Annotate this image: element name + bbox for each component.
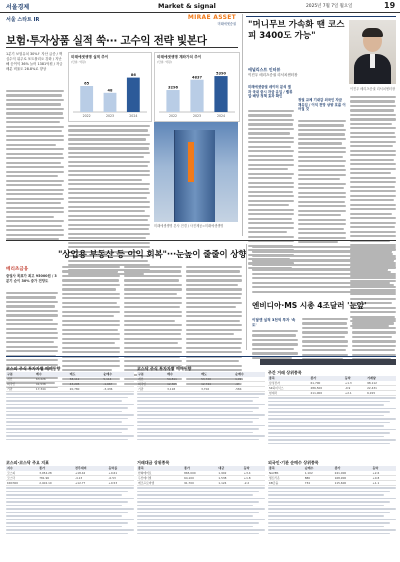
table-cell: 865,000 [183,471,217,476]
table-cell: 3,054.28 [38,471,74,476]
chart-data-label: 4837 [191,74,203,79]
table-cell: KB금융 [268,480,304,485]
bottom-left-headline: "상업용 부동산 등 이익 회복"···눈높이 줄줄이 상향 [58,250,247,260]
photo-caption: 미래에셋생명 본사 전경 / 사진제공=미래에셋생명 [154,224,224,228]
chart-tick-label: 2024 [216,113,226,118]
bottom-right-body-col2 [302,318,348,360]
chart-left-title: 미래에셋생명 실적 추이 [71,54,109,59]
table-cell: 기관 [137,386,166,391]
table-cell: 3,702 [200,386,234,391]
table-row [137,480,265,485]
table-header-cell: 등락률 [108,466,134,471]
table-cell: 외국인 [137,381,166,386]
logo-text: MIRAE ASSET [187,14,236,21]
company-logo [184,14,236,26]
chart-tick-label: 2024 [129,113,138,118]
table-cell: +3.4 [243,471,265,476]
table-cell: 241,000 [334,471,372,476]
table-cell: 1,091 [234,377,265,382]
table-cell: 43,205 [69,381,103,386]
table-filler-rows [137,393,265,440]
market-tables [6,360,396,558]
company-subhead: 증권사 목표가 최고 95000원 / 3분기 순이 30% 증가 전망도 [6,274,57,283]
table-cell: 211,000 [310,390,344,395]
building-photo [154,122,238,222]
table-filler-rows [268,397,396,444]
table-header-cell: 대금 [217,466,242,471]
chart-tick-label: 2022 [168,113,178,118]
table-cell: KRX300 [6,480,38,485]
chart-data-label: 3296 [167,85,179,90]
tables-top-rule [6,356,396,357]
table-header-cell: 순매수 [102,372,134,377]
chart-data-label: 5390 [215,71,227,76]
company-name: 메리츠금융 [6,267,29,272]
logo-subtext: 미래에셋증권 [217,22,236,26]
table-cell: 115,600 [334,480,372,485]
table-cell: +12.77 [74,480,108,485]
table-cell: 12,744 [200,381,234,386]
interview-subhead: 미래에셋증권 데이터 분석 결과 국내 증시 자금 유입 / 밸류업·배당 정책 효과 확인 [248,85,293,99]
table-cell: -2.2 [243,480,265,485]
table-header-cell: 등락 [371,466,396,471]
table-cell: 3,118 [166,386,200,391]
table-header-cell: 거래량 [366,376,396,381]
market-table-title: 거래대금 상위종목 [137,460,170,465]
table-cell: +2.1 [344,390,366,395]
table-cell: 286,500 [310,385,344,390]
market-table-title: 코스닥 주식 투자자별 매매동향 [137,366,192,371]
table-cell: 두산에너빌 [137,475,183,480]
table-filler-rows [137,487,265,534]
table-cell: 91,700 [183,480,217,485]
chart-right-unit: (단위: 억원) [157,59,172,64]
table-cell: 현대차 [268,390,310,395]
lead-headline: 보험·투자상품 실적 쑥··· 고수익 전략 빛본다 [6,35,207,47]
table-header-cell: 구분 [6,372,35,377]
table-cell: +1.8 [243,475,265,480]
bottom-right-body-col1 [252,330,298,359]
table-cell: +1.3 [344,381,366,386]
bottom-right-headline: 엔비디아·MS 시총 4조달러 '눈앞' [252,301,367,310]
table-cell: 12,305 [166,381,200,386]
table-header-cell: 매수 [166,372,200,377]
chart-left-unit: (단위: 억원) [71,59,86,64]
table-cell: 개인 [6,377,35,382]
interview-top-rule [246,16,396,17]
market-table [137,460,265,534]
section-title: Market & signal [158,2,216,10]
section-kicker: 서울 스타트 IR [6,17,40,23]
table-cell: 20,780 [69,386,103,391]
table-header-cell: 전주대비 [74,466,108,471]
table-cell: +2.6 [371,471,396,476]
column-rule-2 [246,244,247,350]
table-header-cell: 종가 [183,466,217,471]
table-header-cell: 매수 [35,372,69,377]
chart-bar [214,76,227,112]
table-cell: 781.96 [38,475,74,480]
market-table [268,460,396,534]
table-cell: 41,538 [35,381,69,386]
market-table [137,366,265,440]
table-row [268,390,396,395]
table-cell: 63,226 [35,377,69,382]
table-header-cell: 종목 [137,466,183,471]
interview-firm: 이진우 메리츠증권 리서치센터장 [248,73,298,77]
table-cell: 5,114 [102,377,134,382]
table-header-cell: 매도 [200,372,234,377]
chart-right-svg [155,64,239,120]
table-header-cell: 종가 [334,466,372,471]
table-cell: 98,112 [366,381,396,386]
table-header-cell: 지수 [6,466,38,471]
table-header-cell: 매도 [69,372,103,377]
table-cell: 1,902 [217,471,242,476]
table-cell: 53,720 [200,377,234,382]
table-cell: -584 [234,386,265,391]
chart-bar [127,77,140,111]
table-cell: 코스피 [6,471,38,476]
market-table [6,366,134,440]
bottom-right-body-col3 [352,318,396,360]
chart-data-label: 86 [130,72,136,77]
table-cell: 한화에어로 [137,471,183,476]
table-cell: SK하이닉스 [268,385,310,390]
page-number: 19 [384,1,396,10]
table-row [137,386,265,391]
chart-right-panel [154,52,240,122]
bottom-right-subhead: 이달엔 실적 3천억 투자 '속도' [252,318,296,327]
chart-tick-label: 2023 [192,113,202,118]
table-cell: +0.61 [108,471,134,476]
chart-bar [80,86,93,112]
headline-rule [6,47,238,48]
market-table [268,370,396,444]
lead-body-col1 [6,90,64,240]
table-header-cell: 등락 [243,466,265,471]
table-cell: 1,538 [217,475,242,480]
table-cell: 코스닥 [6,475,38,480]
table-cell: 17,344 [35,386,69,391]
table-cell: -439 [234,381,265,386]
interview-label: 애널리스트 인터뷰 [248,67,281,72]
table-cell: +1.1 [371,480,396,485]
table-cell: 2,402.10 [38,480,74,485]
table-cell: 168,900 [334,475,372,480]
table-cell: +0.53 [108,480,134,485]
table-cell: +18.42 [74,471,108,476]
table-cell: 64,100 [183,475,217,480]
chart-data-label: 65 [84,81,90,85]
table-cell: 734 [304,480,334,485]
table-cell: 54,811 [166,377,200,382]
table-header-cell: 순매수 [304,466,334,471]
table-row [6,480,134,485]
table-cell: -4.13 [74,475,108,480]
table-cell: 61,700 [310,381,344,386]
interview-subhead-2: 정권 교체 기대감 외국인 자금 재유입 / 이익 전망 상향 흐름 이어질 것 [298,98,346,112]
table-cell: -0.9 [344,385,366,390]
table-cell: 6,915 [366,390,396,395]
chart-left-panel [68,52,152,122]
table-row [268,480,396,485]
table-header-cell: 구분 [137,372,166,377]
chart-tick-label: 2023 [105,113,115,118]
table-cell: 셀트리온 [268,475,304,480]
table-header-cell: 등락 [344,376,366,381]
chart-tick-label: 2022 [82,113,91,118]
table-cell: 개인 [137,377,166,382]
market-table-title: 코스피 주식 투자자별 매매동향 [6,366,61,371]
table-cell: 기관 [6,386,35,391]
table-cell: 삼성전자 [268,381,310,386]
table-cell: -0.53 [108,475,134,480]
interview-portrait [349,20,396,84]
table-cell: 에코프로비엠 [137,480,183,485]
paper-name: 서울경제 [6,4,30,11]
table-cell: 외국인 [6,381,35,386]
table-cell: 1,102 [304,471,334,476]
table-header-cell: 순매수 [234,372,265,377]
table-filler-rows [6,393,134,440]
table-cell: 886 [304,475,334,480]
chart-data-label: 48 [107,87,113,92]
table-filler-rows [6,487,134,534]
table-cell: +0.8 [371,475,396,480]
table-cell: 22,431 [366,385,396,390]
lead-lede: 1분기 보험유치 30%↑ 자산 급증 / 핵심수익 위주로 포트폴리오 강화 / 지난해 순이익 36% 늘어 1381억원 / 자금배분 비율도 28.8%로 향상 [6,52,63,71]
market-table [6,460,134,534]
table-header-cell: 종가 [310,376,344,381]
market-table-title: 주간 거래 상위종목 [268,370,302,375]
table-row [6,386,134,391]
market-table-title: 코스피·코스닥 주요 지표 [6,460,49,465]
chart-bar [190,79,203,111]
bottom-right-body-col0 [252,246,396,293]
table-header-cell: 종목 [268,466,304,471]
table-cell: -1,667 [102,381,134,386]
column-rule [242,14,243,236]
chart-right-title: 미래에셋생명 계좌가치 추이 [157,54,202,59]
table-header-cell: 종가 [38,466,74,471]
table-cell: NAVER [268,471,304,476]
portrait-caption: 이진우 메리츠증권 리서치센터장 [349,87,396,91]
table-cell: 58,112 [69,377,103,382]
interview-headline: "머니무브 가속화 땐 코스피 3400도 가능" [248,20,345,41]
table-cell: -3,436 [102,386,134,391]
table-header-cell: 종목 [268,376,310,381]
chart-bar [104,92,117,111]
issue-date: 2025년 7월 7일 월요일 [306,4,353,9]
table-cell: 1,124 [217,480,242,485]
market-table-title: 외국인·기관 순매수 상위종목 [268,460,319,465]
table-filler-rows [268,487,396,534]
section-divider [6,240,396,241]
chart-bar [166,90,179,112]
chart-left-svg [69,64,151,120]
